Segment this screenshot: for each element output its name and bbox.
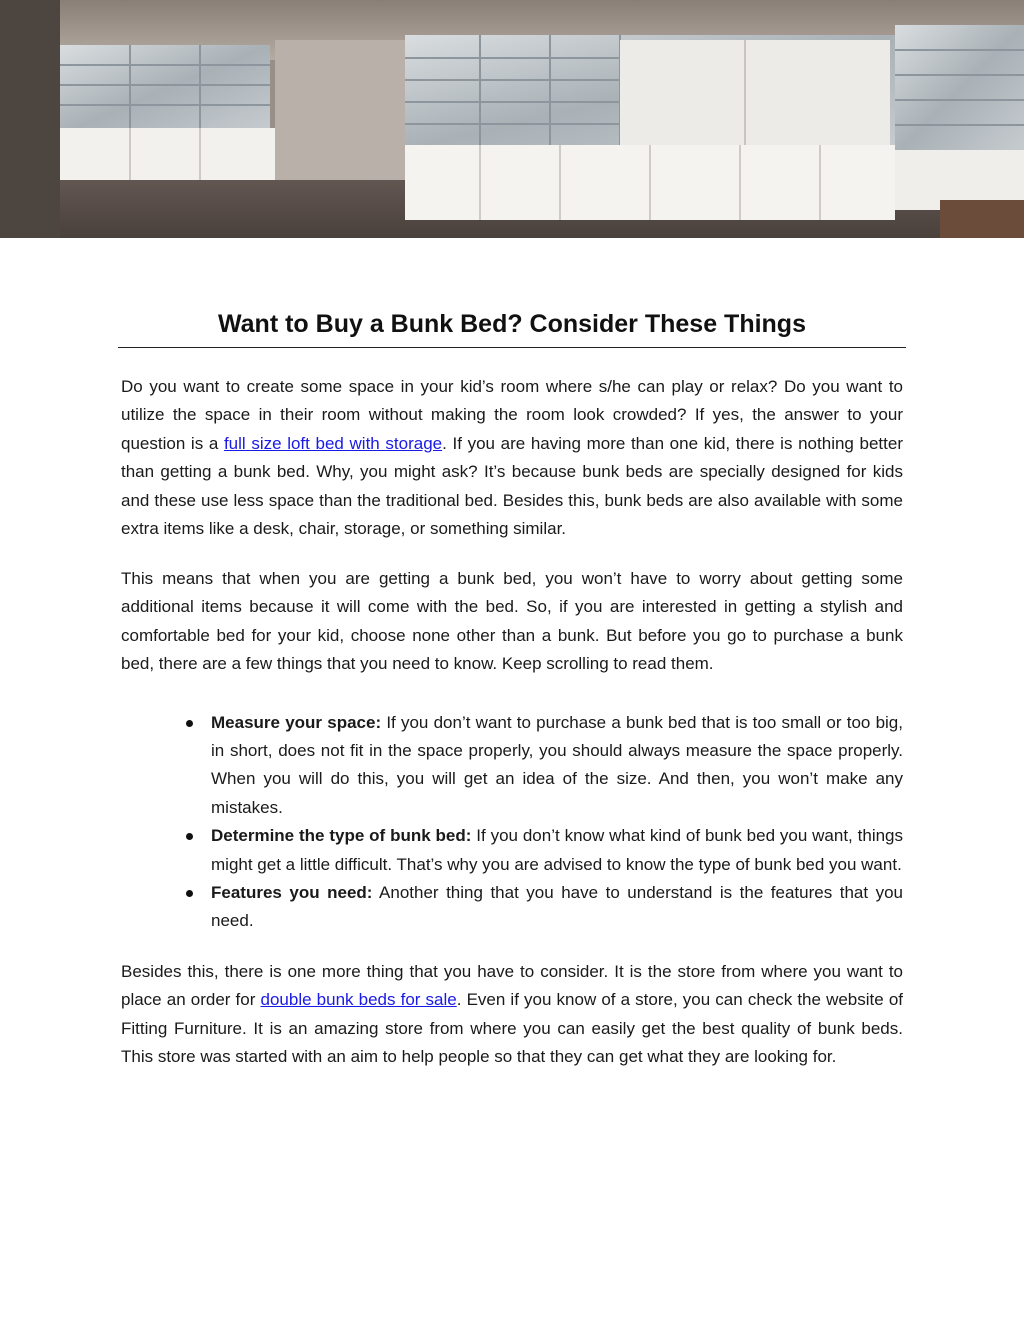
list-item-text: Another thing that you have to understand is the features that you need. bbox=[211, 883, 903, 931]
list-item-heading: Determine the type of bunk bed: bbox=[211, 826, 472, 846]
hero-image bbox=[0, 0, 1024, 238]
list-item-heading: Features you need: bbox=[211, 883, 373, 902]
list-item-heading: Measure your space: bbox=[211, 712, 382, 732]
room-photo bbox=[0, 0, 1024, 238]
second-paragraph: This means that when you are getting a bunk bed, you won’t have to worry about getting some additional items because it will come with the bed. So, if you are interested in getting a stylish and comfortable bed for your kid, choose none other than a bunk. But before you go to purchase a bunk bed, there are a few things that you need to know. Keep scrolling to read them. bbox=[121, 568, 903, 674]
list-item-text: If you don’t know what kind of bunk bed you want, things might get a little difficult. That’s why you are advised to know the type of bunk bed you want. bbox=[211, 826, 903, 874]
page-title: Want to Buy a Bunk Bed? Consider These Things bbox=[217, 310, 806, 338]
bullet-icon bbox=[186, 890, 193, 897]
paragraph-text: Do you want to create some space in your kid’s room where s/he can play or relax? Do you want to utilize the space in their room without making the room look crowded? If yes, the answer to your question is a bbox=[121, 377, 903, 453]
list-item bbox=[211, 822, 903, 879]
intro-paragraph bbox=[121, 373, 903, 543]
list-item bbox=[211, 879, 903, 936]
double-bunk-beds-link[interactable]: double bunk beds for sale bbox=[260, 990, 457, 1010]
paragraph-text: . Even if you know of a store, you can check the website of Fitting Furniture. It is an amazing store from where you can easily get the best quality of bunk beds. This store was started with an aim to help people so that they can get what they are looking for. bbox=[121, 990, 904, 1067]
loft-bed-link[interactable]: full size loft bed with storage bbox=[223, 433, 443, 453]
article-body bbox=[121, 373, 903, 1093]
list-item bbox=[211, 709, 903, 823]
bullet-icon bbox=[186, 720, 193, 727]
paragraph-text: . If you are having more than one kid, there is nothing better than getting a bunk bed. Why, you might ask? It’s because bunk beds are specially designed for kids and these use less space than the traditional bed. Besides this, bunk beds are also available with some extra items like a desk, chair, storage, or something similar. bbox=[121, 433, 903, 539]
bullet-icon bbox=[186, 833, 193, 840]
paragraph-text: Besides this, there is one more thing that you have to consider. It is the store from where you want to place an order for bbox=[121, 961, 903, 1010]
closing-paragraph bbox=[121, 958, 903, 1072]
title-divider bbox=[118, 347, 906, 348]
list-item-text: If you don’t want to purchase a bunk bed that is too small or too big, in short, does not fit in the space properly, you should always measure the space properly. When you will do this, you will get an idea of the size. And then, you won’t make any mistakes. bbox=[211, 712, 903, 817]
tips-list bbox=[121, 709, 903, 936]
